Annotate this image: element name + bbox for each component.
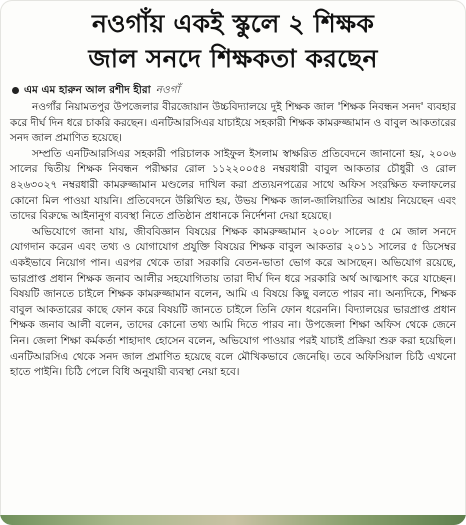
article-paragraph-2: সম্প্রতি এনটিআরসিএর সহকারী পরিচালক সাইফুল ইসলাম স্বাক্ষরিত প্রতিবেদনে জানানো হয়, ২০০৬ সালের দ্বিতীয় শিক্ষক নিবন্ধন পরীক্ষার রোল ১১২২০০৫৪ নম্বরধারী বাবুল আকতার চৌধুরী ও রোল ৪২৬৩০২৭ নম্বরধারী কামরুজ্জামান মণ্ডলের দাখিল করা প্রত্যয়নপত্রের সাথে অফিস সংরক্ষিত ফলাফলের কোনো মিল পাওয়া যায়নি। প্রতিবেদনে উল্লিখিত হয়, উভয় শিক্ষক জাল-জালিয়াতির আশ্রয় নিয়েছেন এবং তাদের বিরুদ্ধে আইনানুগ ব্যবস্থা নিতে প্রতিষ্ঠান প্রধানকে নির্দেশনা দেয়া হয়েছে। bbox=[10, 147, 456, 223]
headline-line-2: জাল সনদে শিক্ষকতা করছেন bbox=[88, 44, 378, 73]
photo-strip bbox=[0, 515, 466, 525]
article-paragraph-1: নওগাঁর নিয়ামতপুর উপজেলার বীরজোয়ান উচ্চবিদ্যালয়ে দুই শিক্ষক জাল 'শিক্ষক নিবন্ধন সনদ' ব্যবহার করে দীর্ঘ দিন ধরে চাকরি করছেন। এনটিআরসিএর যাচাইয়ে সহকারী শিক্ষক কামরুজ্জামান ও বাবুল আকতারের সনদ জাল প্রমাণিত হয়েছে। bbox=[10, 101, 456, 145]
byline-reporter: এম এম হারুন আল রশীদ হীরা bbox=[24, 84, 151, 96]
byline-place: নওগাঁ bbox=[155, 84, 180, 96]
headline-line-1: নওগাঁয় একই স্কুলে ২ শিক্ষক bbox=[91, 9, 375, 38]
byline bbox=[12, 82, 454, 98]
article-body bbox=[10, 100, 456, 381]
bullet-icon bbox=[12, 87, 19, 94]
article-paragraph-3: অভিযোগে জানা যায়, জীববিজ্ঞান বিষয়ের শিক্ষক কামরুজ্জামান ২০০৮ সালের ৫ মে জাল সনদে যোগদান করেন এবং তথ্য ও যোগাযোগ প্রযুক্তি বিষয়ের শিক্ষক বাবুল আকতার ২০১১ সালের ৫ ডিসেম্বর একইভাবে নিয়োগ পান। এরপর থেকে তারা সরকারি বেতন-ভাতা ভোগ করে আসছেন। অভিযোগ রয়েছে, ভারপ্রাপ্ত প্রধান শিক্ষক জনাব আলীর সহযোগিতায় তারা দীর্ঘ দিন ধরে সরকারি অর্থ আত্মসাৎ করে যাচ্ছেন। বিষয়টি জানতে চাইলে শিক্ষক কামরুজ্জামান বলেন, আমি এ বিষয়ে কিছু বলতে পারব না। অন্যদিকে, শিক্ষক বাবুল আকতারের কাছে ফোন করে বিষয়টি জানতে চাইলে তিনি ফোন ধরেননি। বিদ্যালয়ের ভারপ্রাপ্ত প্রধান শিক্ষক জনাব আলী বলেন, তাদের কোনো তথ্য আমি দিতে পারব না। উপজেলা শিক্ষা অফিস থেকে জেনে নিন। জেলা শিক্ষা কর্মকর্তা শাহাদাৎ হোসেন বলেন, অভিযোগ পাওয়ার পরই যাচাই প্রক্রিয়া শুরু করা হয়েছিল। এনটিআরসিএ থেকে সনদ জাল প্রমাণিত হয়েছে বলে মৌখিকভাবে জেনেছি। তবে অফিসিয়াল চিঠি এখনো হাতে পাইনি। চিঠি পেলে বিধি অনুযায়ী ব্যবস্থা নেয়া হবে। bbox=[10, 225, 457, 379]
